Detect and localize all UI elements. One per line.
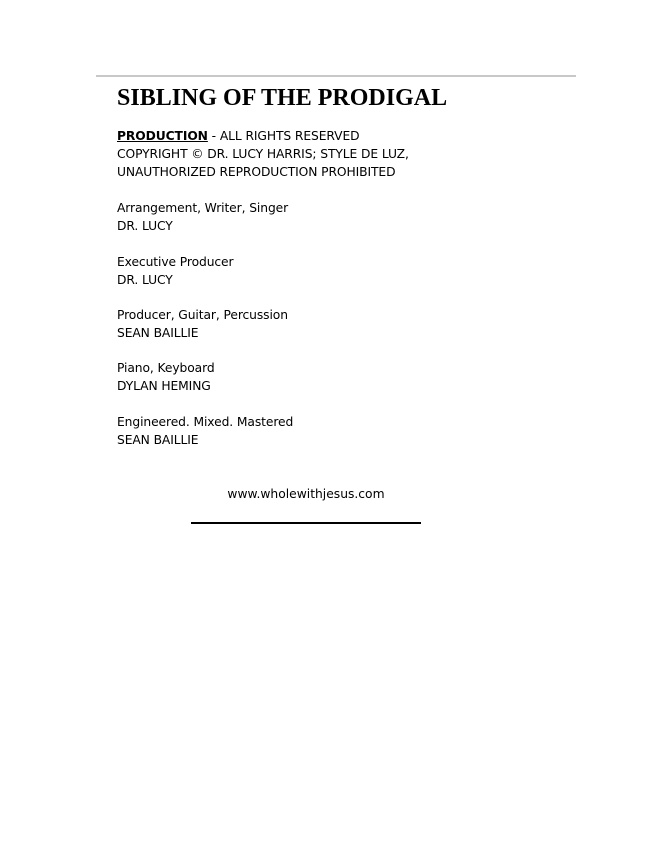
rights-suffix: - ALL RIGHTS RESERVED bbox=[207, 129, 360, 143]
credit-role: Producer, Guitar, Percussion bbox=[117, 308, 288, 322]
credit-name: DR. LUCY bbox=[117, 273, 173, 287]
credit-role: Arrangement, Writer, Singer bbox=[117, 201, 289, 215]
credit-role: Executive Producer bbox=[117, 255, 234, 269]
top-horizontal-rule bbox=[96, 75, 576, 77]
production-label: PRODUCTION bbox=[117, 129, 208, 143]
credit-block-arrangement bbox=[117, 199, 288, 235]
rights-line bbox=[117, 127, 409, 145]
credit-block-executive-producer bbox=[117, 253, 233, 289]
credit-role: Engineered. Mixed. Mastered bbox=[117, 415, 294, 429]
unauthorized-line: UNAUTHORIZED REPRODUCTION PROHIBITED bbox=[117, 165, 396, 179]
credit-name: SEAN BAILLIE bbox=[117, 433, 199, 447]
credit-name: SEAN BAILLIE bbox=[117, 326, 199, 340]
credit-block-engineering bbox=[117, 413, 293, 449]
copyright-line: COPYRIGHT © DR. LUCY HARRIS; STYLE DE LUZ, bbox=[117, 147, 409, 161]
document-title: SIBLING OF THE PRODIGAL bbox=[117, 85, 448, 111]
credit-name: DYLAN HEMING bbox=[117, 379, 211, 393]
credit-name: DR. LUCY bbox=[117, 219, 173, 233]
website-link[interactable]: www.wholewithjesus.com bbox=[227, 487, 385, 501]
credit-role: Piano, Keyboard bbox=[117, 361, 215, 375]
bottom-horizontal-rule bbox=[191, 522, 421, 524]
rights-notice bbox=[117, 127, 409, 181]
credit-block-producer bbox=[117, 306, 288, 342]
credit-block-piano bbox=[117, 359, 215, 395]
